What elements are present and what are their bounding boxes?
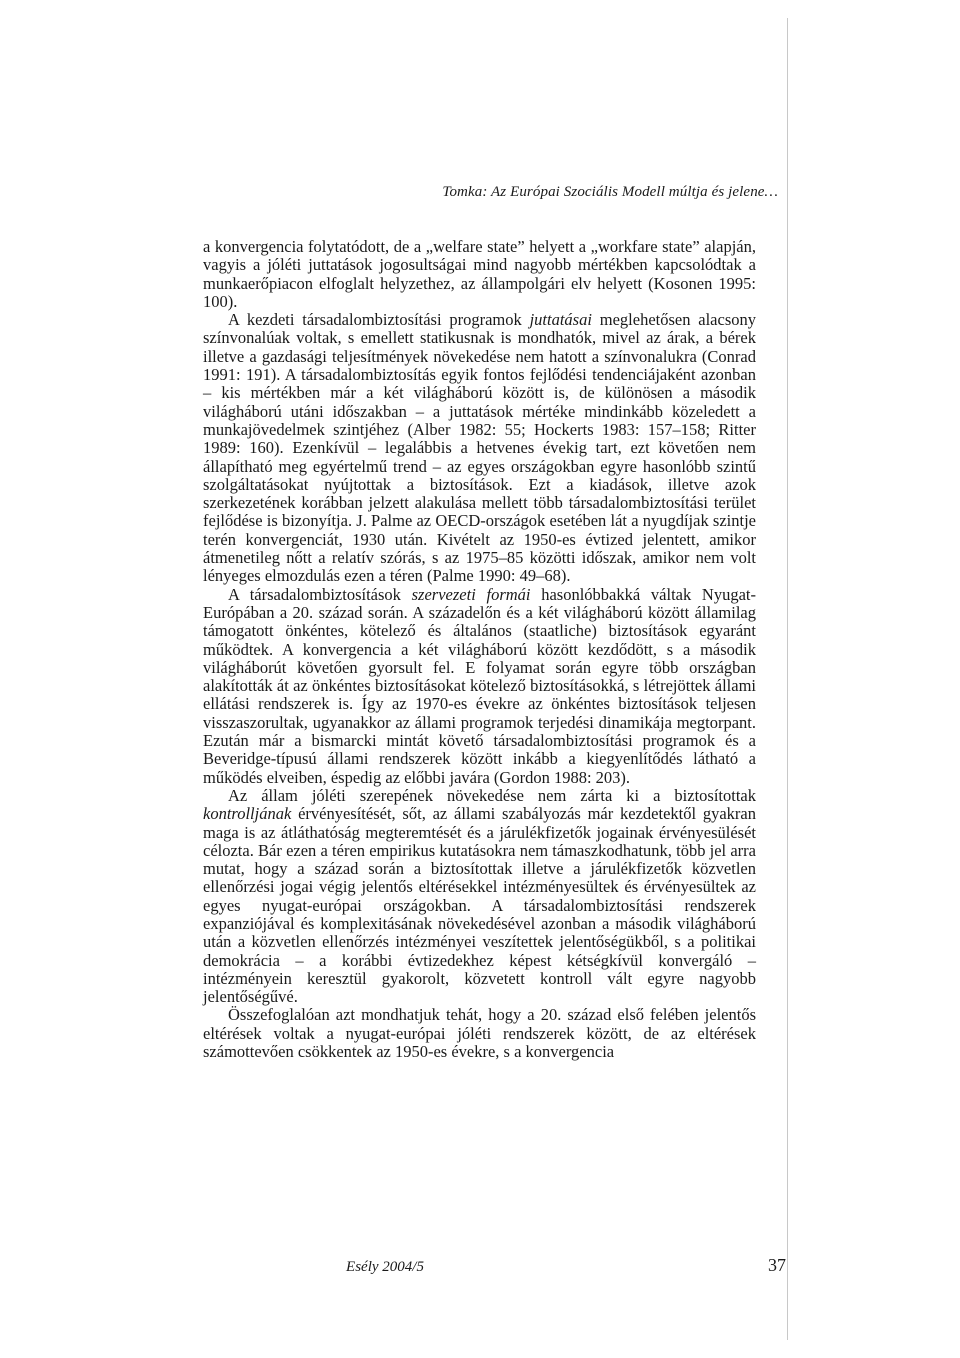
paragraph-1: a konvergencia folytatódott, de a „welfare state” helyett a „workfare state” alapján, vagyis a jóléti juttatások jogosultságai mind nagyobb mértékben kapcsolódtak a munkaerőpiacon elfoglalt helyzethez, az állampolgári elv helyett (Kosonen 1995: 100). — [203, 237, 756, 311]
paragraph-4 — [203, 787, 756, 1007]
running-header: Tomka: Az Európai Szociális Modell múltja és jelene… — [442, 184, 778, 200]
paragraph-4-rest: érvényesítését, sőt, az állami szabályozás már kezdetektől gyakran maga is az átláthatóság megteremtését és a járulékfizetők jogainak érvényesülését célozta. Bár ezen a téren empirikus kutatásokra nem támaszkodhatunk, több jel arra mutat, hogy a század során a biztosítottak illetve a járulékfizetők közvetlen ellenőrzési jogai végig jelentős eltérésekkel intézményesültek és érvényesültek az egyes nyugat-európai országokban. A társadalombiztosítási rendszerek expanziójával és komplexitásának növekedésével azonban a második világháború után a közvetlen ellenőrzés intézményei veszítettek jelentőségükből, s a politikai demokrácia – a korábbi évtizedekhez képest kétségkívül konvergáló – intézményein keresztül gyakorolt, közvetett kontroll vált egyre nagyobb jelentőségűvé. — [203, 804, 756, 1007]
paragraph-2-start: A kezdeti társadalombiztosítási programok — [228, 310, 530, 330]
paragraph-3-emphasis: szervezeti formái — [411, 584, 531, 604]
journal-footer: Esély 2004/5 — [346, 1259, 424, 1275]
page-number: 37 — [768, 1255, 786, 1275]
paragraph-5: Összefoglalóan azt mondhatjuk tehát, hogy a 20. század első felében jelentős eltérések voltak a nyugat-európai jóléti rendszerek között, de az eltérések számottevően csökkentek az 1950-es évekre, s a konvergencia — [203, 1005, 756, 1062]
paragraph-2-emphasis: juttatásai — [529, 310, 592, 330]
body-text — [203, 238, 756, 1061]
paragraph-2 — [203, 311, 756, 585]
paragraph-3 — [203, 586, 756, 787]
paragraph-4-start: Az állam jóléti szerepének növekedése nem zárta ki a biztosítottak — [228, 785, 756, 805]
paragraph-2-rest: meglehetősen alacsony színvonalúak voltak, s emellett statikusnak is mondhatók, mivel az árak, a bérek illetve a gazdasági teljesítmények növekedése nem hatott a színvonalukra (Conrad 1991: 191). A társadalombiztosítás egyik fontos fejlődési tendenciájaként azonban – kis mértékben már a két világháború között is, de különösen a második világháború utáni időszakban – a juttatások mértéke mindinkább közeledett a munkajövedelmek szintjéhez (Alber 1982: 55; Hockerts 1983: 157–158; Ritter 1989: 160). Ezenkívül – legalábbis a hetvenes évekig tart, ezt követően nem állapítható meg egyértelmű trend – az egyes országokban egyre hasonlóbb szintű szolgáltatásokat nyújtottak a biztosítások. Ezt a kiadások, illetve azok szerkezetének korábban jelzett alakulása mellett több társadalombiztosítási terület fejlődése is bizonyítja. J. Palme az OECD-országok esetében lát a nyugdíjak szintje terén konvergenciát, 1930 után. Kivételt az 1950-es évtized jelentett, amikor átmenetileg nőtt a relatív szórás, s az 1975–85 közötti időszak, amikor nem volt lényeges elmozdulás ezen a téren (Palme 1990: 49–68). — [203, 310, 757, 586]
margin-rule — [787, 18, 788, 1340]
paragraph-4-emphasis: kontrolljának — [203, 804, 292, 824]
paragraph-3-start: A társadalombiztosítások — [228, 584, 412, 604]
paragraph-3-rest: hasonlóbbakká váltak Nyugat-Európában a 20. század során. A századelőn és a két világháború között államilag támogatott önkéntes, kötelező és általános (staatliche) biztosítások egyaránt működtek. A konvergencia a két világháború között kezdődött, s a második világháborút követően gyorsult fel. E folyamat során egyre több országban alakították át az önkéntes biztosításokat kötelező biztosításokká, s létrejöttek állami ellátási rendszerek is. Így az 1970-es évekre az önkéntes biztosítások teljesen visszaszorultak, ugyanakkor az állami programok terjedési dinamikája megtorpant. Ezután már a bismarcki mintát követő társadalombiztosítási programok és a Beveridge-típusú állami rendszerek között inkább a kiegyenlítődés látható a működés elveiben, éspedig az előbbi javára (Gordon 1988: 203). — [203, 584, 757, 787]
